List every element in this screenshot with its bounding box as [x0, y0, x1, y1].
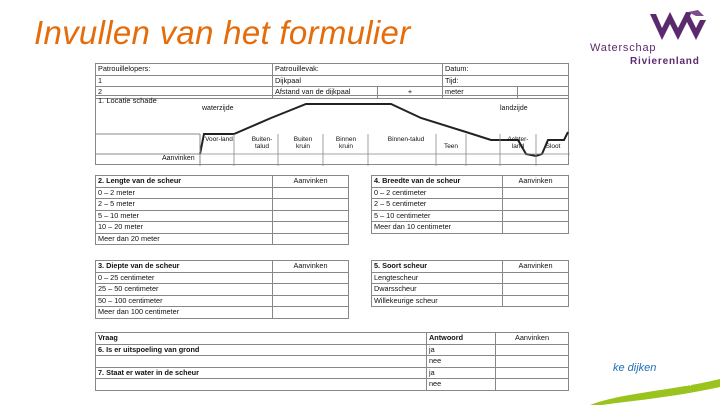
logo-text-rivierenland: Rivierenland — [630, 56, 700, 67]
breedte-checkbox-4[interactable] — [503, 222, 569, 234]
locatie-block — [95, 95, 569, 165]
zone-sloot: Sloot — [545, 143, 561, 150]
form-header-table — [95, 63, 569, 99]
tagline-line1: ke dijken — [613, 362, 657, 374]
header-patrouillelopers: Patrouillelopers: — [96, 64, 273, 76]
vraag-6-nee: nee — [427, 356, 496, 368]
diepte-checkbox-1[interactable] — [273, 272, 349, 284]
vragen-aanvinken: Aanvinken — [496, 333, 569, 345]
breedte-title: 4. Breedte van de scheur — [372, 176, 503, 188]
header-afstand: Afstand van de dijkpaal — [273, 87, 378, 99]
zone-binnentalud: Binnen-talud — [387, 136, 425, 143]
lengte-option-2: 2 – 5 meter — [96, 199, 273, 211]
waterschap-w-icon — [648, 10, 708, 44]
tagline-line2: schoon water — [628, 377, 694, 389]
lengte-table — [95, 175, 349, 245]
diepte-checkbox-2[interactable] — [273, 284, 349, 296]
soort-checkbox-2[interactable] — [503, 284, 569, 296]
zone-buitentalud: Buiten-talud — [251, 136, 273, 150]
diepte-aanvinken: Aanvinken — [273, 261, 349, 273]
header-tijd: Tijd: — [443, 75, 569, 87]
soort-title: 5. Soort scheur — [372, 261, 503, 273]
diepte-option-2: 25 – 50 centimeter — [96, 284, 273, 296]
vraag-7: 7. Staat er water in de scheur — [96, 367, 427, 379]
landzijde-label: landzijde — [500, 105, 528, 112]
lengte-checkbox-5[interactable] — [273, 233, 349, 245]
diepte-option-1: 0 – 25 centimeter — [96, 272, 273, 284]
zone-binnenkruin: Binnen kruin — [335, 136, 357, 150]
locatie-title: 1. Locatie schade — [98, 96, 157, 105]
vraag-6-ja: ja — [427, 344, 496, 356]
lengte-option-1: 0 – 2 meter — [96, 187, 273, 199]
vraag-7-ja-checkbox[interactable] — [496, 367, 569, 379]
breedte-checkbox-3[interactable] — [503, 210, 569, 222]
waterzijde-label: waterzijde — [202, 105, 234, 112]
diepte-option-4: Meer dan 100 centimeter — [96, 307, 273, 319]
zone-buitenkruin: Buiten kruin — [293, 136, 313, 150]
header-row-1: 1 — [96, 75, 273, 87]
diepte-option-3: 50 – 100 centimeter — [96, 295, 273, 307]
logo-text-waterschap: Waterschap — [590, 42, 657, 54]
zone-teen: Teen — [443, 143, 459, 150]
header-meter: meter — [443, 87, 518, 99]
breedte-checkbox-1[interactable] — [503, 187, 569, 199]
slide-title: Invullen van het formulier — [34, 14, 411, 51]
lengte-checkbox-2[interactable] — [273, 199, 349, 211]
diepte-checkbox-3[interactable] — [273, 295, 349, 307]
breedte-option-1: 0 – 2 centimeter — [372, 187, 503, 199]
vraag-7-nee-checkbox[interactable] — [496, 379, 569, 391]
soort-aanvinken: Aanvinken — [503, 261, 569, 273]
vraag-7-nee: nee — [427, 379, 496, 391]
vragen-table — [95, 332, 569, 391]
header-patrouillevak: Patrouillevak: — [273, 64, 443, 76]
lengte-checkbox-3[interactable] — [273, 210, 349, 222]
header-plus: + — [378, 87, 443, 99]
soort-table — [371, 260, 569, 307]
breedte-checkbox-2[interactable] — [503, 199, 569, 211]
breedte-table — [371, 175, 569, 234]
header-datum: Datum: — [443, 64, 569, 76]
lengte-checkbox-4[interactable] — [273, 222, 349, 234]
lengte-aanvinken: Aanvinken — [273, 176, 349, 188]
lengte-title: 2. Lengte van de scheur — [96, 176, 273, 188]
diepte-table — [95, 260, 349, 319]
soort-checkbox-1[interactable] — [503, 272, 569, 284]
breedte-option-2: 2 – 5 centimeter — [372, 199, 503, 211]
zone-voorland: Voor-land — [205, 136, 233, 143]
form-scan — [95, 63, 569, 401]
vraag-6-ja-checkbox[interactable] — [496, 344, 569, 356]
diepte-checkbox-4[interactable] — [273, 307, 349, 319]
soort-option-1: Lengtescheur — [372, 272, 503, 284]
vraag-6: 6. Is er uitspoeling van grond — [96, 344, 427, 356]
breedte-aanvinken: Aanvinken — [503, 176, 569, 188]
locatie-aanvinken: Aanvinken — [162, 155, 195, 162]
diepte-title: 3. Diepte van de scheur — [96, 261, 273, 273]
antwoord-header: Antwoord — [427, 333, 496, 345]
lengte-option-4: 10 – 20 meter — [96, 222, 273, 234]
vraag-7-ja: ja — [427, 367, 496, 379]
lengte-option-5: Meer dan 20 meter — [96, 233, 273, 245]
waterschap-logo — [590, 10, 710, 72]
lengte-option-3: 5 – 10 meter — [96, 210, 273, 222]
breedte-option-3: 5 – 10 centimeter — [372, 210, 503, 222]
vraag-6-nee-checkbox[interactable] — [496, 356, 569, 368]
breedte-option-4: Meer dan 10 centimeter — [372, 222, 503, 234]
header-dijkpaal: Dijkpaal — [273, 75, 443, 87]
soort-option-3: Willekeurige scheur — [372, 295, 503, 307]
vraag-header: Vraag — [96, 333, 427, 345]
soort-checkbox-3[interactable] — [503, 295, 569, 307]
zone-achterland: Achter-land — [507, 136, 529, 150]
header-row-2: 2 — [96, 87, 273, 99]
soort-option-2: Dwarsscheur — [372, 284, 503, 296]
lengte-checkbox-1[interactable] — [273, 187, 349, 199]
